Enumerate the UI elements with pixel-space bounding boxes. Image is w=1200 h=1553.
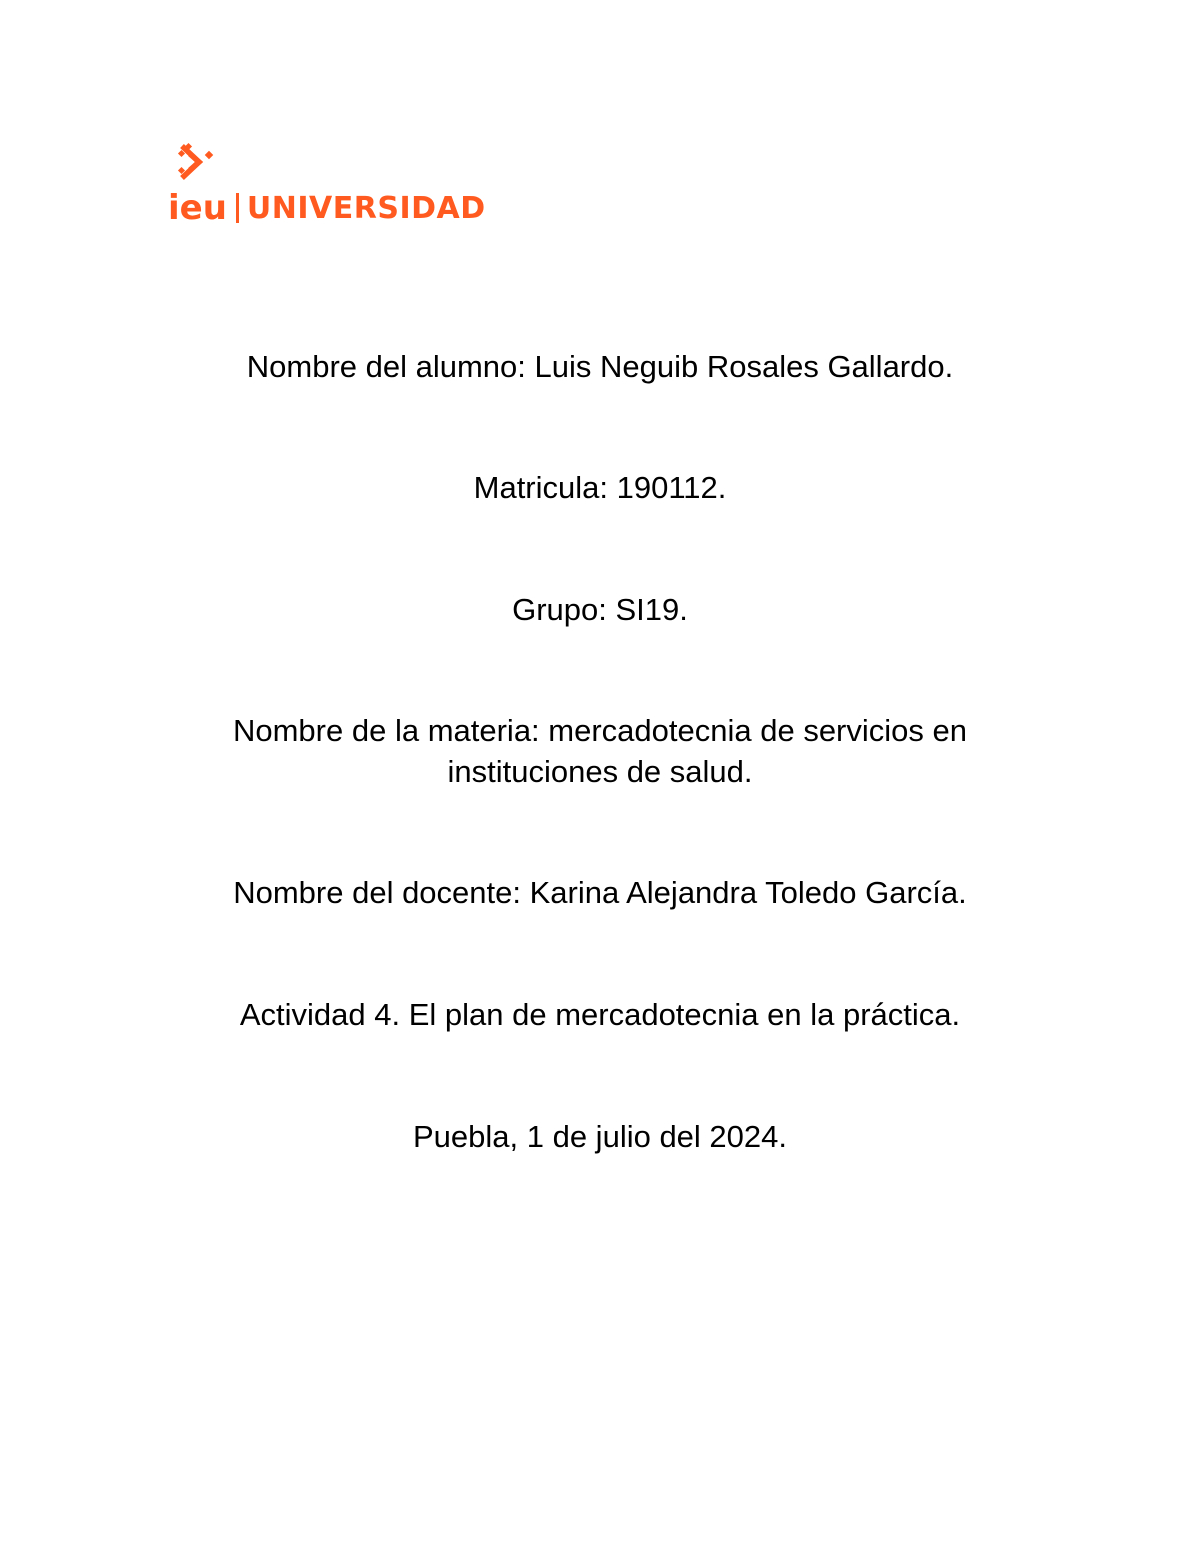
logo-brand: ieu [168, 188, 227, 228]
id-number: Matricula: 190112. [473, 470, 727, 505]
student-name: Nombre del alumno: Luis Neguib Rosales Gallardo. [246, 349, 954, 384]
logo-name: UNIVERSIDAD [246, 190, 486, 226]
teacher-name: Nombre del docente: Karina Alejandra Toledo García. [233, 875, 967, 910]
logo-wordmark [168, 188, 486, 228]
logo-divider [236, 193, 239, 223]
group: Grupo: SI19. [512, 592, 688, 627]
activity-title: Actividad 4. El plan de mercadotecnia en la práctica. [239, 997, 961, 1032]
university-logo [168, 140, 518, 232]
subject-line-2: instituciones de salud. [447, 754, 753, 789]
subject-line-1: Nombre de la materia: mercadotecnia de servicios en [232, 713, 967, 748]
arrow-chevron-icon [168, 140, 228, 190]
place-date: Puebla, 1 de julio del 2024. [412, 1119, 787, 1154]
